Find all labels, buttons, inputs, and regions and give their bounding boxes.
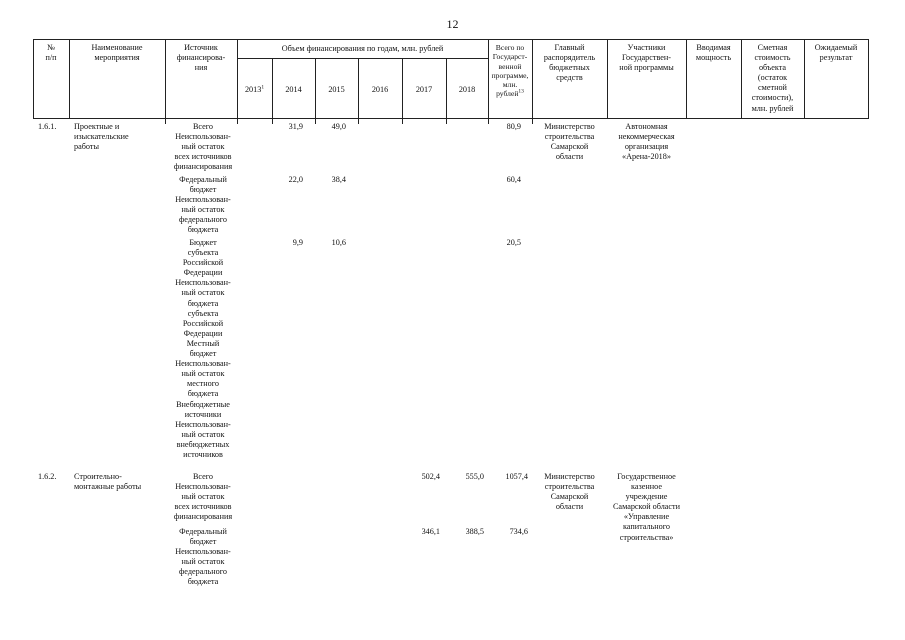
value-2015: 49,0	[331, 122, 346, 131]
value-total: 80,9	[506, 122, 521, 131]
row-participant: Автономная некоммерческая организация «Арена-2018»	[618, 122, 675, 162]
header-year-2018: 2018	[458, 85, 476, 94]
value-2015: 38,4	[331, 175, 346, 184]
row-manager: Министерство строительства Самарской области	[544, 472, 595, 512]
header-year-2014: 2014	[285, 85, 302, 94]
value-2017: 346,1	[421, 527, 440, 536]
row-name: Строительно- монтажные работы	[74, 472, 142, 492]
value-total: 20,5	[506, 238, 521, 247]
value-total: 734,6	[509, 527, 528, 536]
value-2014: 22,0	[288, 175, 303, 184]
source-label: Федеральный бюджет Неиспользован- ный остаток федерального бюджета	[175, 175, 231, 235]
header-result: Ожидаемый результат	[814, 43, 858, 63]
source-label: Всего Неиспользован- ный остаток всех источников финансирования	[173, 122, 233, 172]
header-total: Всего по Государст- венной программе, млн. рублей$^{13}$	[491, 43, 529, 99]
row-name: Проектные и изыскательские работы	[74, 122, 129, 152]
row-num: 1.6.2.	[38, 472, 57, 481]
header-funding-title: Объем финансирования по годам, млн. рублей	[281, 44, 444, 53]
header-capacity: Вводимая мощность	[695, 43, 732, 63]
source-label: Бюджет субъекта Российской Федерации Неиспользован- ный остаток бюджета субъекта Российской Федерации Местный бюджет Неиспользован- ный остаток местного бюджета Внебюджетные источники Неиспользован- ный остаток внебюджетных источников	[175, 238, 231, 459]
value-2015: 10,6	[331, 238, 346, 247]
col-border	[358, 118, 359, 124]
header-bottom-border	[33, 118, 868, 119]
source-label: Всего Неиспользован- ный остаток всех источников финансирования	[173, 472, 233, 522]
value-total: 1057,4	[505, 472, 528, 481]
header-year-2013: 2013$^1$	[244, 84, 265, 94]
page-number: 12	[446, 17, 459, 31]
header-participants: Участники Государствен- ной программы	[619, 43, 674, 73]
row-manager: Министерство строительства Самарской области	[544, 122, 595, 162]
header-year-2015: 2015	[328, 85, 345, 94]
header-year-2017: 2017	[415, 85, 433, 94]
header-year-2016: 2016	[371, 85, 389, 94]
years-divider	[237, 58, 488, 59]
header-main-manager: Главный распорядитель бюджетных средств	[543, 43, 596, 83]
table-top-border	[33, 39, 868, 40]
col-border	[402, 118, 403, 124]
header-estimate: Сметная стоимость объекта (остаток сметной стоимости), млн. рублей	[751, 43, 794, 113]
value-2018: 555,0	[465, 472, 484, 481]
header-name: Наименование мероприятия	[91, 43, 143, 63]
row-participant: Государственное казенное учреждение Самарской области «Управление капитального строительства»	[612, 472, 681, 542]
source-label: Федеральный бюджет Неиспользован- ный остаток федерального бюджета	[175, 527, 231, 587]
col-border	[868, 39, 869, 119]
value-2018: 388,5	[465, 527, 484, 536]
header-total-text: Всего по Государст- венной программе, млн. рублей	[491, 43, 529, 99]
value-2014: 31,9	[288, 122, 303, 131]
value-2017: 502,4	[421, 472, 440, 481]
row-num: 1.6.1.	[38, 122, 57, 131]
value-total: 60,4	[506, 175, 521, 184]
header-source: Источник финансирова- ния	[176, 43, 226, 73]
header-num: № п/п	[45, 43, 57, 63]
value-2014: 9,9	[292, 238, 303, 247]
col-border	[446, 118, 447, 124]
